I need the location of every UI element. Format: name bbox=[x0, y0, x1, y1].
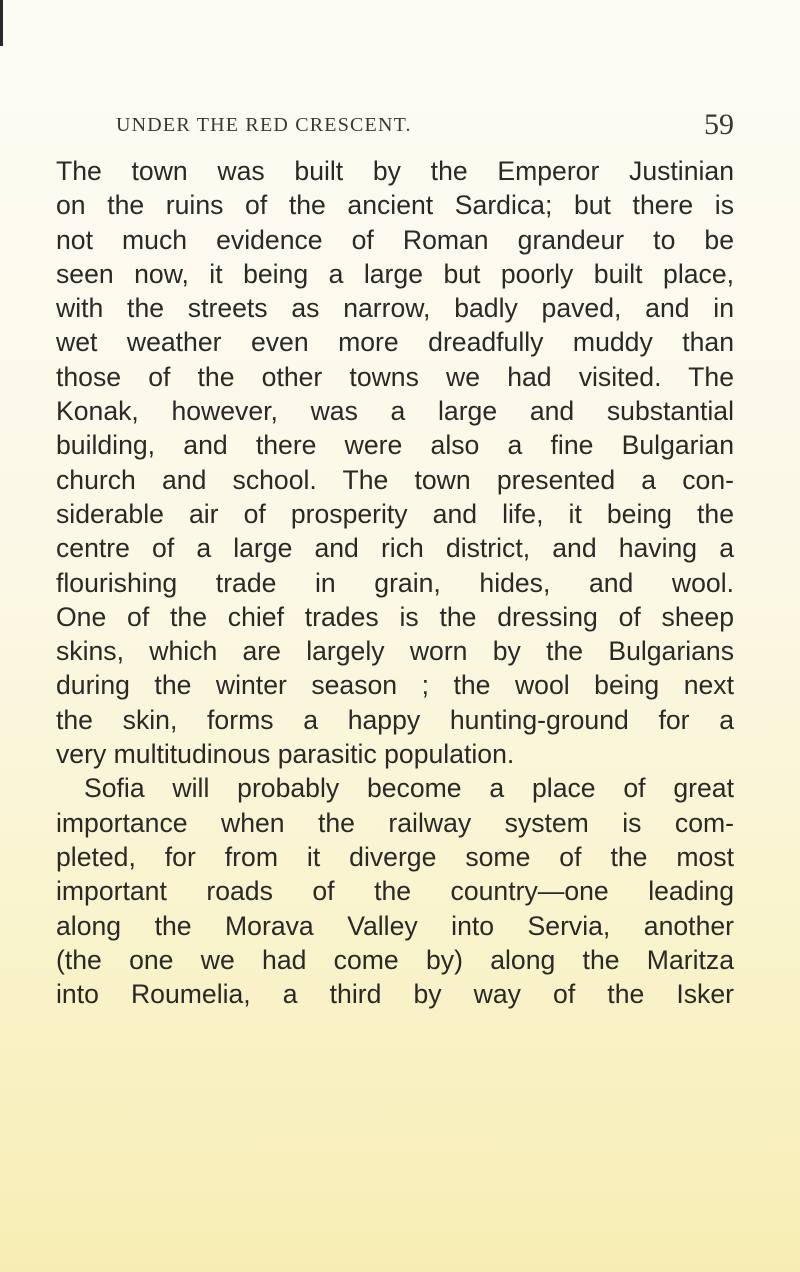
text-line: into Roumelia, a third by way of the Isker bbox=[56, 979, 734, 1010]
text-line: The town was built by the Emperor Justinian bbox=[56, 156, 734, 186]
text-line: Sofia will probably become a place of great bbox=[84, 773, 734, 804]
text-line: important roads of the country—one leading bbox=[56, 876, 734, 907]
text-line: seen now, it being a large but poorly built place, bbox=[56, 258, 734, 289]
text-line: Konak, however, was a large and substantial bbox=[56, 396, 734, 427]
running-head-title: UNDER THE RED CRESCENT. bbox=[116, 114, 412, 136]
text-line: very multitudinous parasitic population. bbox=[56, 739, 515, 770]
paragraph-1 bbox=[56, 154, 734, 771]
text-line: building, and there were also a fine Bulgarian bbox=[56, 430, 734, 461]
text-line: One of the chief trades is the dressing of sheep bbox=[56, 601, 734, 632]
text-line: skins, which are largely worn by the Bulgarians bbox=[56, 636, 734, 667]
text-line: centre of a large and rich district, and having a bbox=[56, 533, 734, 564]
text-line: with the streets as narrow, badly paved, and in bbox=[56, 293, 734, 324]
text-line: wet weather even more dreadfully muddy than bbox=[56, 327, 734, 358]
running-head bbox=[56, 108, 734, 154]
page-number: 59 bbox=[704, 108, 734, 141]
text-line: pleted, for from it diverge some of the most bbox=[56, 841, 734, 872]
text-line: the skin, forms a happy hunting-ground for a bbox=[56, 704, 734, 735]
book-page bbox=[56, 108, 734, 1011]
text-line: those of the other towns we had visited. The bbox=[56, 361, 734, 392]
text-line: (the one we had come by) along the Maritza bbox=[56, 944, 734, 975]
text-line: flourishing trade in grain, hides, and wool. bbox=[56, 567, 734, 598]
text-line: not much evidence of Roman grandeur to be bbox=[56, 224, 734, 255]
paragraph-2 bbox=[56, 771, 734, 1011]
text-line: church and school. The town presented a con- bbox=[56, 464, 734, 495]
text-line: during the winter season ; the wool being next bbox=[56, 670, 734, 701]
text-line: importance when the railway system is com- bbox=[56, 807, 734, 838]
page-binding-edge bbox=[0, 0, 3, 46]
text-line: on the ruins of the ancient Sardica; but there is bbox=[56, 190, 734, 221]
text-line: siderable air of prosperity and life, it being the bbox=[56, 498, 734, 529]
text-line: along the Morava Valley into Servia, another bbox=[56, 910, 734, 941]
